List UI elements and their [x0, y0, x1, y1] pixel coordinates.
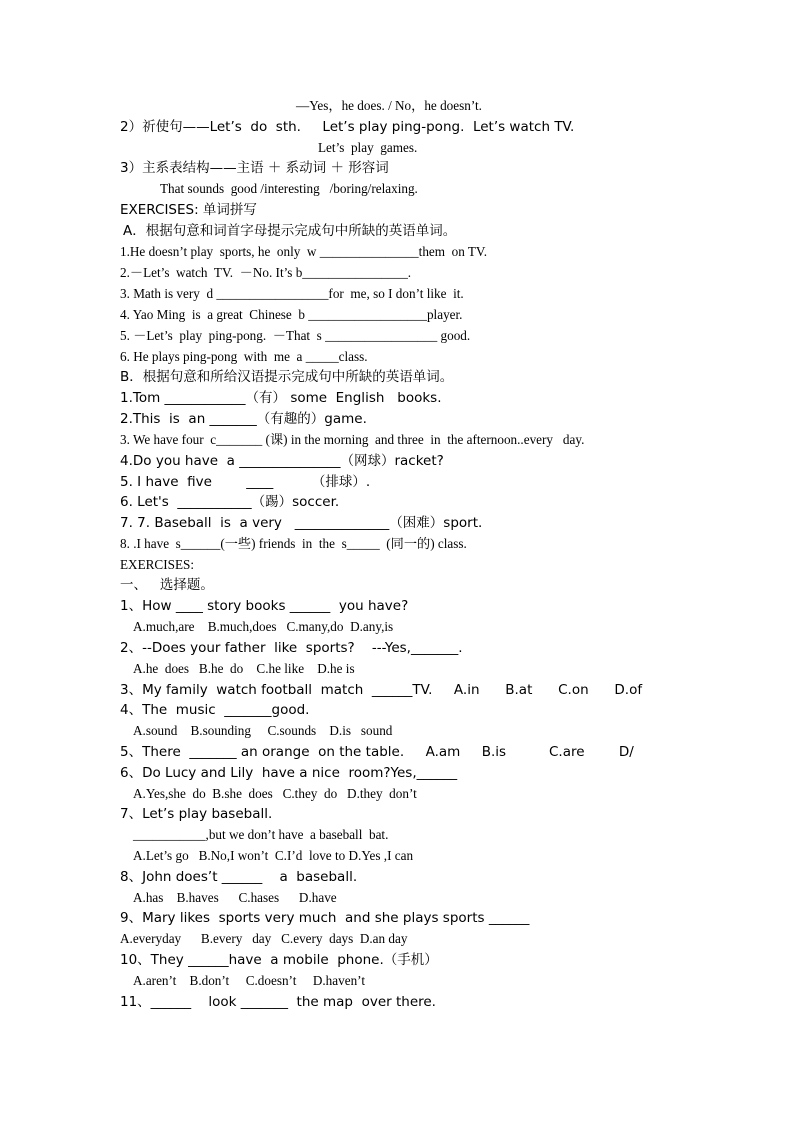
- text-line: 3）主系表结构——主语 ＋ 系动词 ＋ 形容词: [120, 160, 389, 176]
- options-line: A.much,are B.much,does C.many,do D.any,is: [133, 619, 394, 634]
- options-line: A.everyday B.every day C.every days D.an day: [120, 931, 408, 946]
- text-line: —Yes，he does. / No，he doesn’t.: [296, 98, 482, 113]
- section-heading: B．根据句意和所给汉语提示完成句中所缺的英语单词。: [120, 369, 454, 385]
- question-line: ___________,but we don’t have a baseball bat.: [133, 827, 389, 842]
- section-heading: 一、 选择题。: [120, 577, 214, 593]
- question-line: 3. We have four c_______ (课) in the morning and three in the afternoon..every day.: [120, 432, 585, 447]
- question-line: 6. Let's ___________（踢）soccer.: [120, 494, 340, 510]
- question-line: 3、My family watch football match ______TV. A.in B.at C.on D.of: [120, 682, 643, 698]
- question-line: 8、John does’t ______ a baseball.: [120, 869, 358, 885]
- question-line: 5. －Let’s play ping-pong. －That s _________________ good.: [120, 328, 471, 343]
- question-line: 2.－Let’s watch TV. －No. It’s b________________.: [120, 265, 412, 280]
- question-line: 2、--Does your father like sports? ---Yes,_______.: [120, 640, 463, 656]
- options-line: A.has B.haves C.hases D.have: [133, 890, 337, 905]
- question-line: 8. .I have s______(一些) friends in the s_____ (同一的) class.: [120, 536, 467, 551]
- text-line: Let’s play games.: [318, 140, 418, 155]
- options-line: A.Yes,she do B.she does C.they do D.they don’t: [133, 786, 417, 801]
- question-line: 6、Do Lucy and Lily have a nice room?Yes,______: [120, 765, 458, 781]
- options-line: A.aren’t B.don’t C.doesn’t D.haven’t: [133, 973, 365, 988]
- text-line: That sounds good /interesting /boring/relaxing.: [160, 181, 418, 196]
- question-line: 1.Tom ____________（有） some English books.: [120, 390, 442, 406]
- options-line: A.Let’s go B.No,I won’t C.I’d love to D.Yes ,I can: [133, 848, 414, 863]
- question-line: 2.This is an _______（有趣的）game.: [120, 411, 367, 427]
- question-line: 10、They ______have a mobile phone.（手机）: [120, 952, 438, 968]
- question-line: 4.Do you have a _______________（网球）racket?: [120, 453, 444, 469]
- question-line: 9、Mary likes sports very much and she plays sports ______: [120, 910, 530, 926]
- question-line: 3. Math is very d _________________for me, so I don’t like it.: [120, 286, 464, 301]
- text-line: 2）祈使句——Let’s do sth. Let’s play ping-pong. Let’s watch TV.: [120, 119, 575, 135]
- section-heading: EXERCISES:: [120, 557, 195, 572]
- options-line: A.sound B.sounding C.sounds D.is sound: [133, 723, 393, 738]
- question-line: 6. He plays ping-pong with me a _____class.: [120, 349, 368, 364]
- section-heading: EXERCISES: 单词拼写: [120, 202, 257, 218]
- question-line: 5、There _______ an orange on the table. A.am B.is C.are D/: [120, 744, 634, 760]
- question-line: 1、How ____ story books ______ you have?: [120, 598, 409, 614]
- question-line: 5. I have five ____ （排球）.: [120, 474, 371, 490]
- question-line: 7、Let’s play baseball.: [120, 806, 273, 822]
- question-line: 1.He doesn’t play sports, he only w _______________them on TV.: [120, 244, 488, 259]
- section-heading: A．根据句意和词首字母提示完成句中所缺的英语单词。: [123, 223, 457, 239]
- question-line: 4、The music _______good.: [120, 702, 310, 718]
- question-line: 7. 7. Baseball is a very ______________（困难）sport.: [120, 515, 483, 531]
- question-line: 4. Yao Ming is a great Chinese b __________________player.: [120, 307, 463, 322]
- options-line: A.he does B.he do C.he like D.he is: [133, 661, 355, 676]
- question-line: 11、______ look _______ the map over there.: [120, 994, 436, 1010]
